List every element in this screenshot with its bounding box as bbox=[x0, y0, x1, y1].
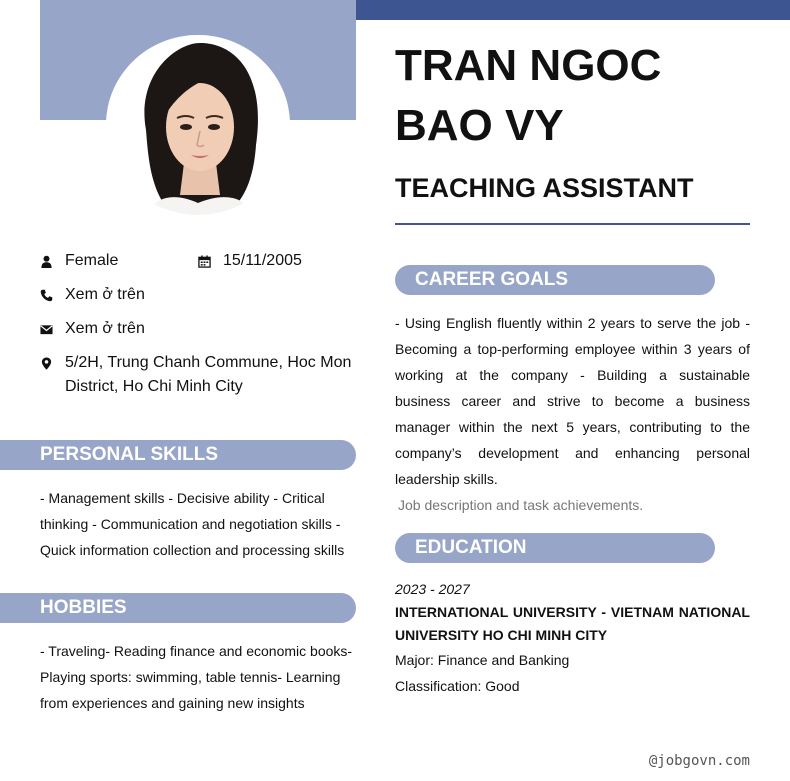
job-title: TEACHING ASSISTANT bbox=[395, 173, 694, 203]
education-period: 2023 - 2027 bbox=[395, 581, 470, 597]
education-major: Major: Finance and Banking bbox=[395, 652, 570, 668]
phone-icon bbox=[40, 283, 53, 307]
gender-value: Female bbox=[65, 252, 119, 269]
personal-skills-text: - Management skills - Decisive ability - Critical thinking - Communication and negotiation skills - Quick information collection and processing skills bbox=[40, 490, 345, 558]
birthday-row bbox=[198, 249, 302, 273]
birthday-value: 15/11/2005 bbox=[223, 252, 302, 269]
email-value: Xem ở trên bbox=[65, 320, 145, 337]
education-school: INTERNATIONAL UNIVERSITY - VIETNAM NATIONAL UNIVERSITY HO CHI MINH CITY bbox=[395, 604, 750, 643]
gender-row bbox=[40, 249, 118, 273]
career-goals-text: - Using English fluently within 2 years to serve the job - Becoming a top-performing employee within 3 years of working at the company - Building a sustainable business career and strive to become a business manager within the next 5 years, contributing to the company’s development and enhancing personal leadership skills. bbox=[395, 315, 750, 487]
email-row bbox=[40, 317, 145, 341]
address-value: 5/2H, Trung Chanh Commune, Hoc Mon District, Ho Chi Minh City bbox=[65, 354, 352, 395]
career-goals-heading bbox=[395, 265, 715, 295]
hobbies-heading-text: HOBBIES bbox=[40, 597, 127, 618]
location-pin-icon bbox=[40, 351, 53, 375]
calendar-icon bbox=[198, 249, 211, 273]
address-row bbox=[40, 351, 356, 399]
personal-skills-heading bbox=[0, 440, 356, 470]
mail-icon bbox=[40, 317, 53, 341]
user-icon bbox=[40, 249, 53, 273]
education-heading bbox=[395, 533, 715, 563]
education-heading-text: EDUCATION bbox=[415, 537, 527, 558]
hobbies-text: - Traveling- Reading finance and economic books- Playing sports: swimming, table tennis- Learning from experiences and gaining new insights bbox=[40, 643, 353, 711]
watermark: @jobgovn.com bbox=[648, 753, 750, 769]
avatar bbox=[106, 35, 290, 215]
candidate-name: TRAN NGOC BAO VY bbox=[395, 41, 662, 150]
personal-skills-heading-text: PERSONAL SKILLS bbox=[40, 444, 219, 465]
career-goals-hint: Job description and task achievements. bbox=[398, 497, 644, 513]
phone-value: Xem ở trên bbox=[65, 286, 145, 303]
education-classification: Classification: Good bbox=[395, 678, 520, 694]
phone-row bbox=[40, 283, 145, 307]
top-accent-bar bbox=[356, 0, 790, 20]
title-divider bbox=[395, 223, 750, 225]
career-goals-heading-text: CAREER GOALS bbox=[415, 269, 569, 290]
hobbies-heading bbox=[0, 593, 356, 623]
